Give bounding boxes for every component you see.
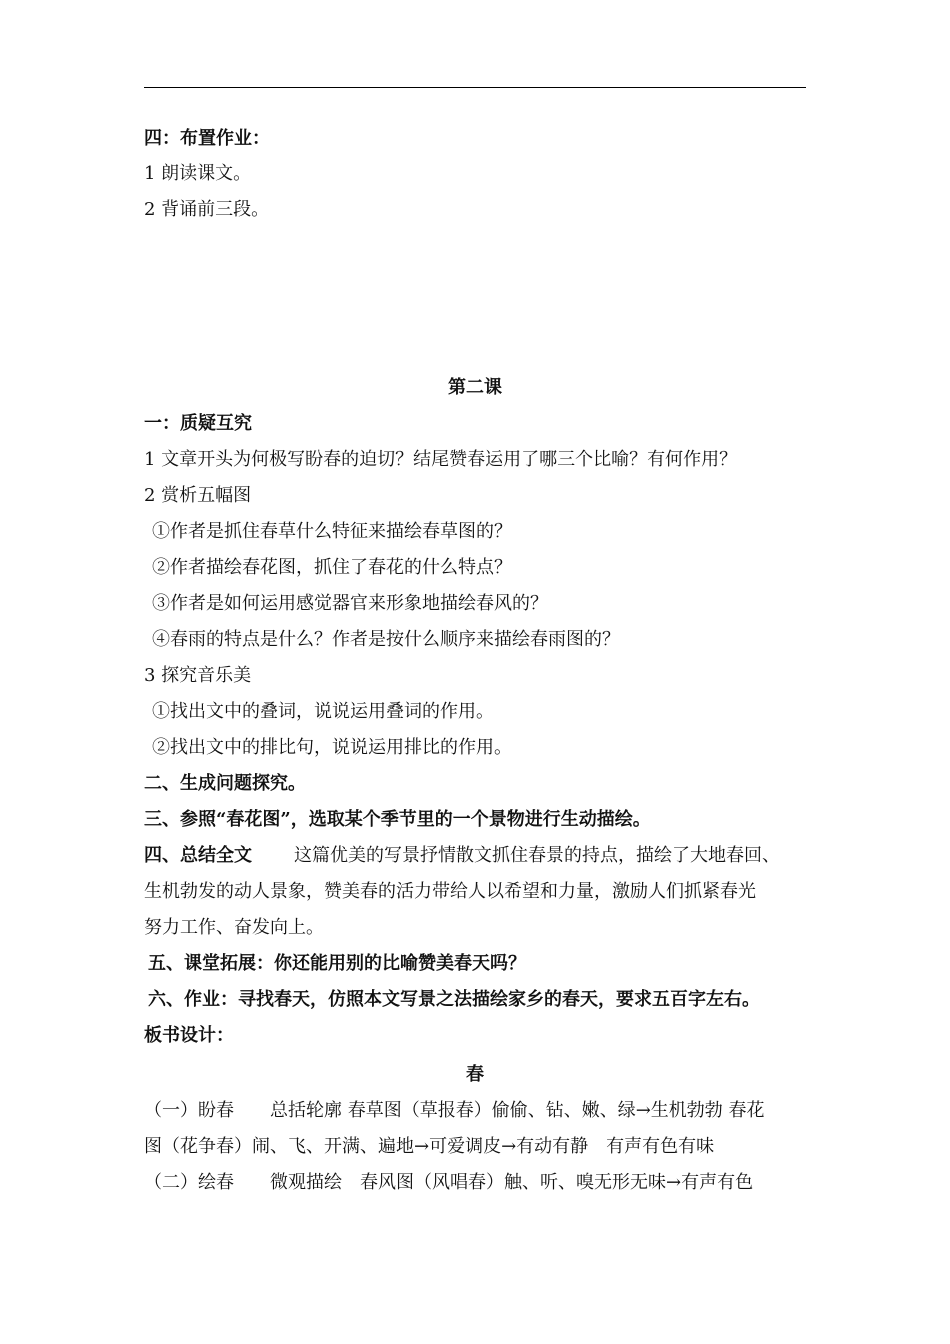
section-heading-questions: 一：质疑互究 bbox=[144, 413, 252, 434]
summary-line-1 bbox=[144, 838, 806, 874]
question-3-item: ①找出文中的叠词，说说运用叠词的作用。 bbox=[152, 701, 494, 722]
homework-item-2: 2 背诵前三段。 bbox=[144, 199, 270, 220]
header-rule bbox=[144, 87, 806, 88]
question-2: 2 赏析五幅图 bbox=[144, 485, 252, 506]
section-heading-homework: 四：布置作业： bbox=[144, 128, 270, 149]
question-2-item: ②作者描绘春花图，抓住了春花的什么特点？ bbox=[152, 557, 512, 578]
question-2-item: ④春雨的特点是什么？作者是按什么顺序来描绘春雨图的？ bbox=[152, 629, 620, 650]
section-heading-explore: 二、生成问题探究。 bbox=[144, 773, 306, 794]
board-design-heading: 板书设计： bbox=[144, 1025, 234, 1046]
summary-line-3: 努力工作、奋发向上。 bbox=[144, 917, 324, 938]
summary-text: 这篇优美的写景抒情散文抓住春景的持点，描绘了大地春回、 bbox=[294, 845, 780, 866]
question-2-item: ①作者是抓住春草什么特征来描绘春草图的？ bbox=[152, 521, 512, 542]
section-heading-describe: 三、参照“春花图”，选取某个季节里的一个景物进行生动描绘。 bbox=[144, 809, 651, 830]
question-2-item: ③作者是如何运用感觉器官来形象地描绘春风的？ bbox=[152, 593, 548, 614]
homework-item-1: 1 朗读课文。 bbox=[144, 163, 252, 184]
board-line: （一）盼春 总括轮廓 春草图（草报春）偷偷、钻、嫩、绿→生机勃勃 春花 bbox=[144, 1100, 765, 1121]
section-heading-assignment: 六、作业：寻找春天，仿照本文写景之法描绘家乡的春天，要求五百字左右。 bbox=[148, 989, 760, 1010]
lesson-title: 第二课 bbox=[448, 377, 502, 398]
board-line: （二）绘春 微观描绘 春风图（风唱春）触、听、嗅无形无味→有声有色 bbox=[144, 1172, 754, 1193]
section-heading-extension: 五、课堂拓展：你还能用别的比喻赞美春天吗？ bbox=[148, 953, 526, 974]
section-heading-summary: 四、总结全文 bbox=[144, 845, 252, 866]
board-line: 图（花争春）闹、飞、开满、遍地→可爱调皮→有动有静 有声有色有味 bbox=[144, 1136, 715, 1157]
question-3: 3 探究音乐美 bbox=[144, 665, 252, 686]
board-title: 春 bbox=[466, 1064, 484, 1085]
question-3-item: ②找出文中的排比句，说说运用排比的作用。 bbox=[152, 737, 512, 758]
summary-line-2: 生机勃发的动人景象，赞美春的活力带给人以希望和力量，激励人们抓紧春光 bbox=[144, 881, 756, 902]
question-1: 1 文章开头为何极写盼春的迫切？结尾赞春运用了哪三个比喻？有何作用？ bbox=[144, 449, 738, 470]
